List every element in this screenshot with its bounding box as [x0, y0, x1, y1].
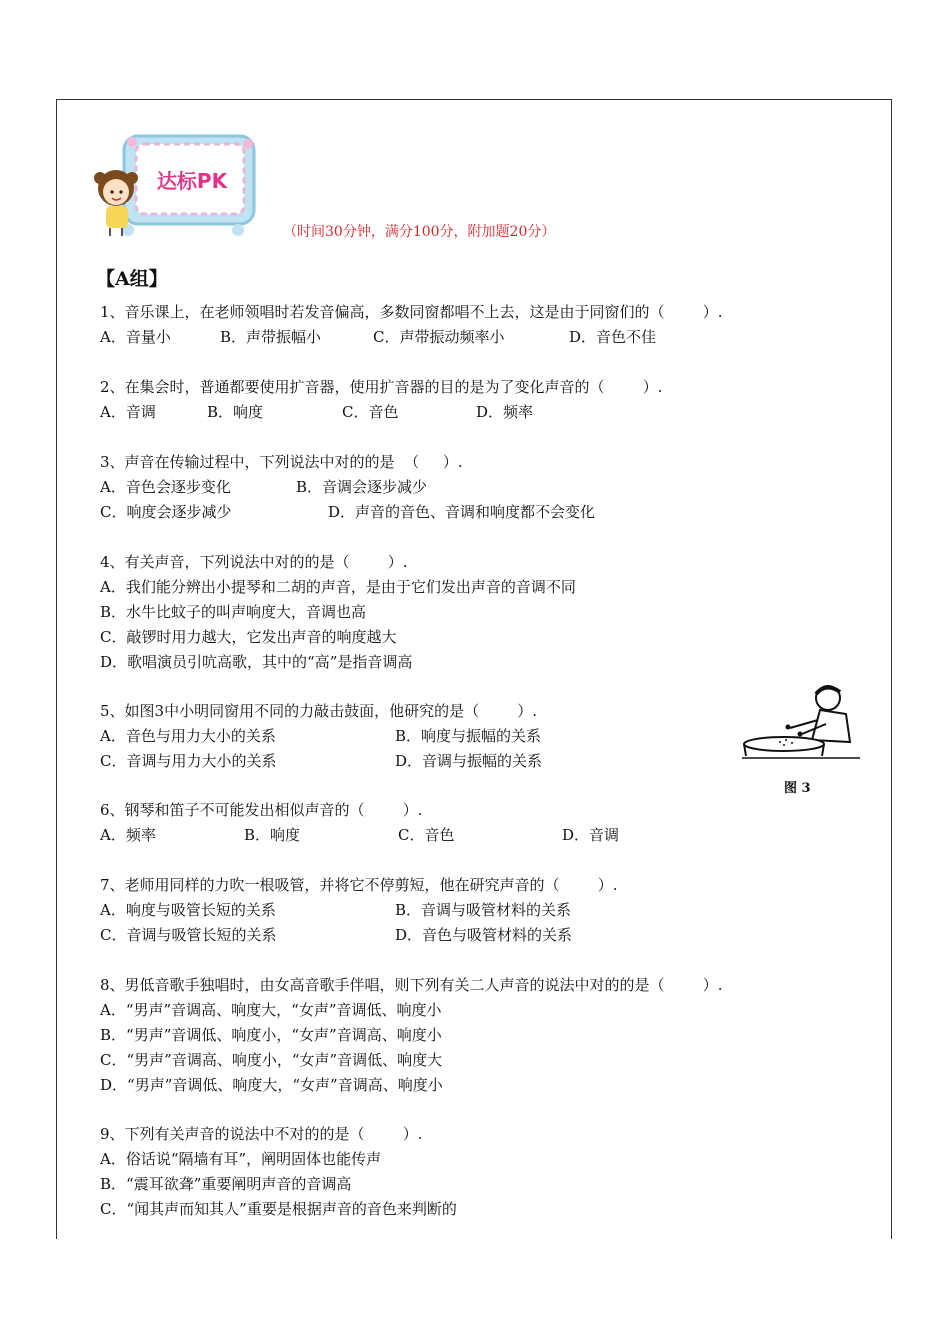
- question-stem: 8、男低音歌手独唱时，由女高音歌手伴唱，则下列有关二人声音的说法中对的的是（ ）.: [100, 976, 723, 994]
- option: A．音调: [100, 403, 156, 421]
- option: B．响度与振幅的关系: [395, 727, 542, 745]
- option: A．“男声”音调高、响度大，“女声”音调低、响度小: [100, 1001, 442, 1019]
- option: A．音色会逐步变化: [100, 478, 231, 496]
- drum-figure: [742, 680, 860, 766]
- option: C．音色: [398, 826, 455, 844]
- option: C．声带振动频率小: [373, 328, 505, 346]
- option: C．音色: [342, 403, 399, 421]
- option: C．“闻其声而知其人”重要是根据声音的音色来判断的: [100, 1200, 457, 1218]
- figure-caption: 图 3: [784, 781, 811, 796]
- time-score-note: （时间30分钟，满分100分，附加题20分）: [283, 224, 556, 240]
- question-stem: 9、下列有关声音的说法中不对的的是（ ）.: [100, 1125, 423, 1143]
- option: B．“震耳欲聋”重要阐明声音的音调高: [100, 1175, 352, 1193]
- option: A．音色与用力大小的关系: [100, 727, 276, 745]
- option: D．音色与吸管材料的关系: [395, 926, 573, 944]
- option: A．音量小: [100, 328, 171, 346]
- option: A．频率: [100, 826, 156, 844]
- option: D．音调与振幅的关系: [395, 752, 543, 770]
- option: C．音调与吸管长短的关系: [100, 926, 277, 944]
- option: D．音色不佳: [569, 328, 657, 346]
- question-stem: 1、音乐课上，在老师领唱时若发音偏高，多数同窗都唱不上去，这是由于同窗们的（ ）.: [100, 303, 723, 321]
- option: A．我们能分辨出小提琴和二胡的声音，是由于它们发出声音的音调不同: [100, 578, 576, 596]
- option: C．“男声”音调高、响度小，“女声”音调低、响度大: [100, 1051, 443, 1069]
- question-stem: 6、钢琴和笛子不可能发出相似声音的（ ）.: [100, 801, 423, 819]
- question-stem: 5、如图3中小明同窗用不同的力敲击鼓面，他研究的是（ ）.: [100, 702, 538, 720]
- group-title: 【A组】: [96, 268, 168, 290]
- option: C．响度会逐步减少: [100, 503, 232, 521]
- option: B．响度: [244, 826, 301, 844]
- option: D．声音的音色、音调和响度都不会变化: [328, 503, 596, 521]
- option: B．响度: [207, 403, 264, 421]
- option: D．音调: [562, 826, 620, 844]
- option: D．“男声”音调低、响度大，“女声”音调高、响度小: [100, 1076, 443, 1094]
- option: A．响度与吸管长短的关系: [100, 901, 276, 919]
- option: D．歌唱演员引吭高歌，其中的“高”是指音调高: [100, 653, 413, 671]
- option: A．俗话说“隔墙有耳”，阐明固体也能传声: [100, 1150, 382, 1168]
- badge-text: 达标PK: [156, 169, 228, 193]
- option: B．音调会逐步减少: [296, 478, 428, 496]
- question-stem: 2、在集会时，普通都要使用扩音器，使用扩音器的目的是为了变化声音的（ ）.: [100, 378, 663, 396]
- option: C．音调与用力大小的关系: [100, 752, 277, 770]
- option: B．“男声”音调低、响度小，“女声”音调高、响度小: [100, 1026, 442, 1044]
- question-stem: 4、有关声音，下列说法中对的的是（ ）.: [100, 553, 408, 571]
- option: B．水牛比蚊子的叫声响度大，音调也高: [100, 603, 367, 621]
- question-stem: 7、老师用同样的力吹一根吸管，并将它不停剪短，他在研究声音的（ ）.: [100, 876, 618, 894]
- question-stem: 3、声音在传输过程中，下列说法中对的的是 （ ）.: [100, 453, 463, 471]
- option: B．音调与吸管材料的关系: [395, 901, 572, 919]
- badge-illustration: [88, 130, 260, 240]
- option: C．敲锣时用力越大，它发出声音的响度越大: [100, 628, 397, 646]
- option: B．声带振幅小: [220, 328, 322, 346]
- option: D．频率: [476, 403, 534, 421]
